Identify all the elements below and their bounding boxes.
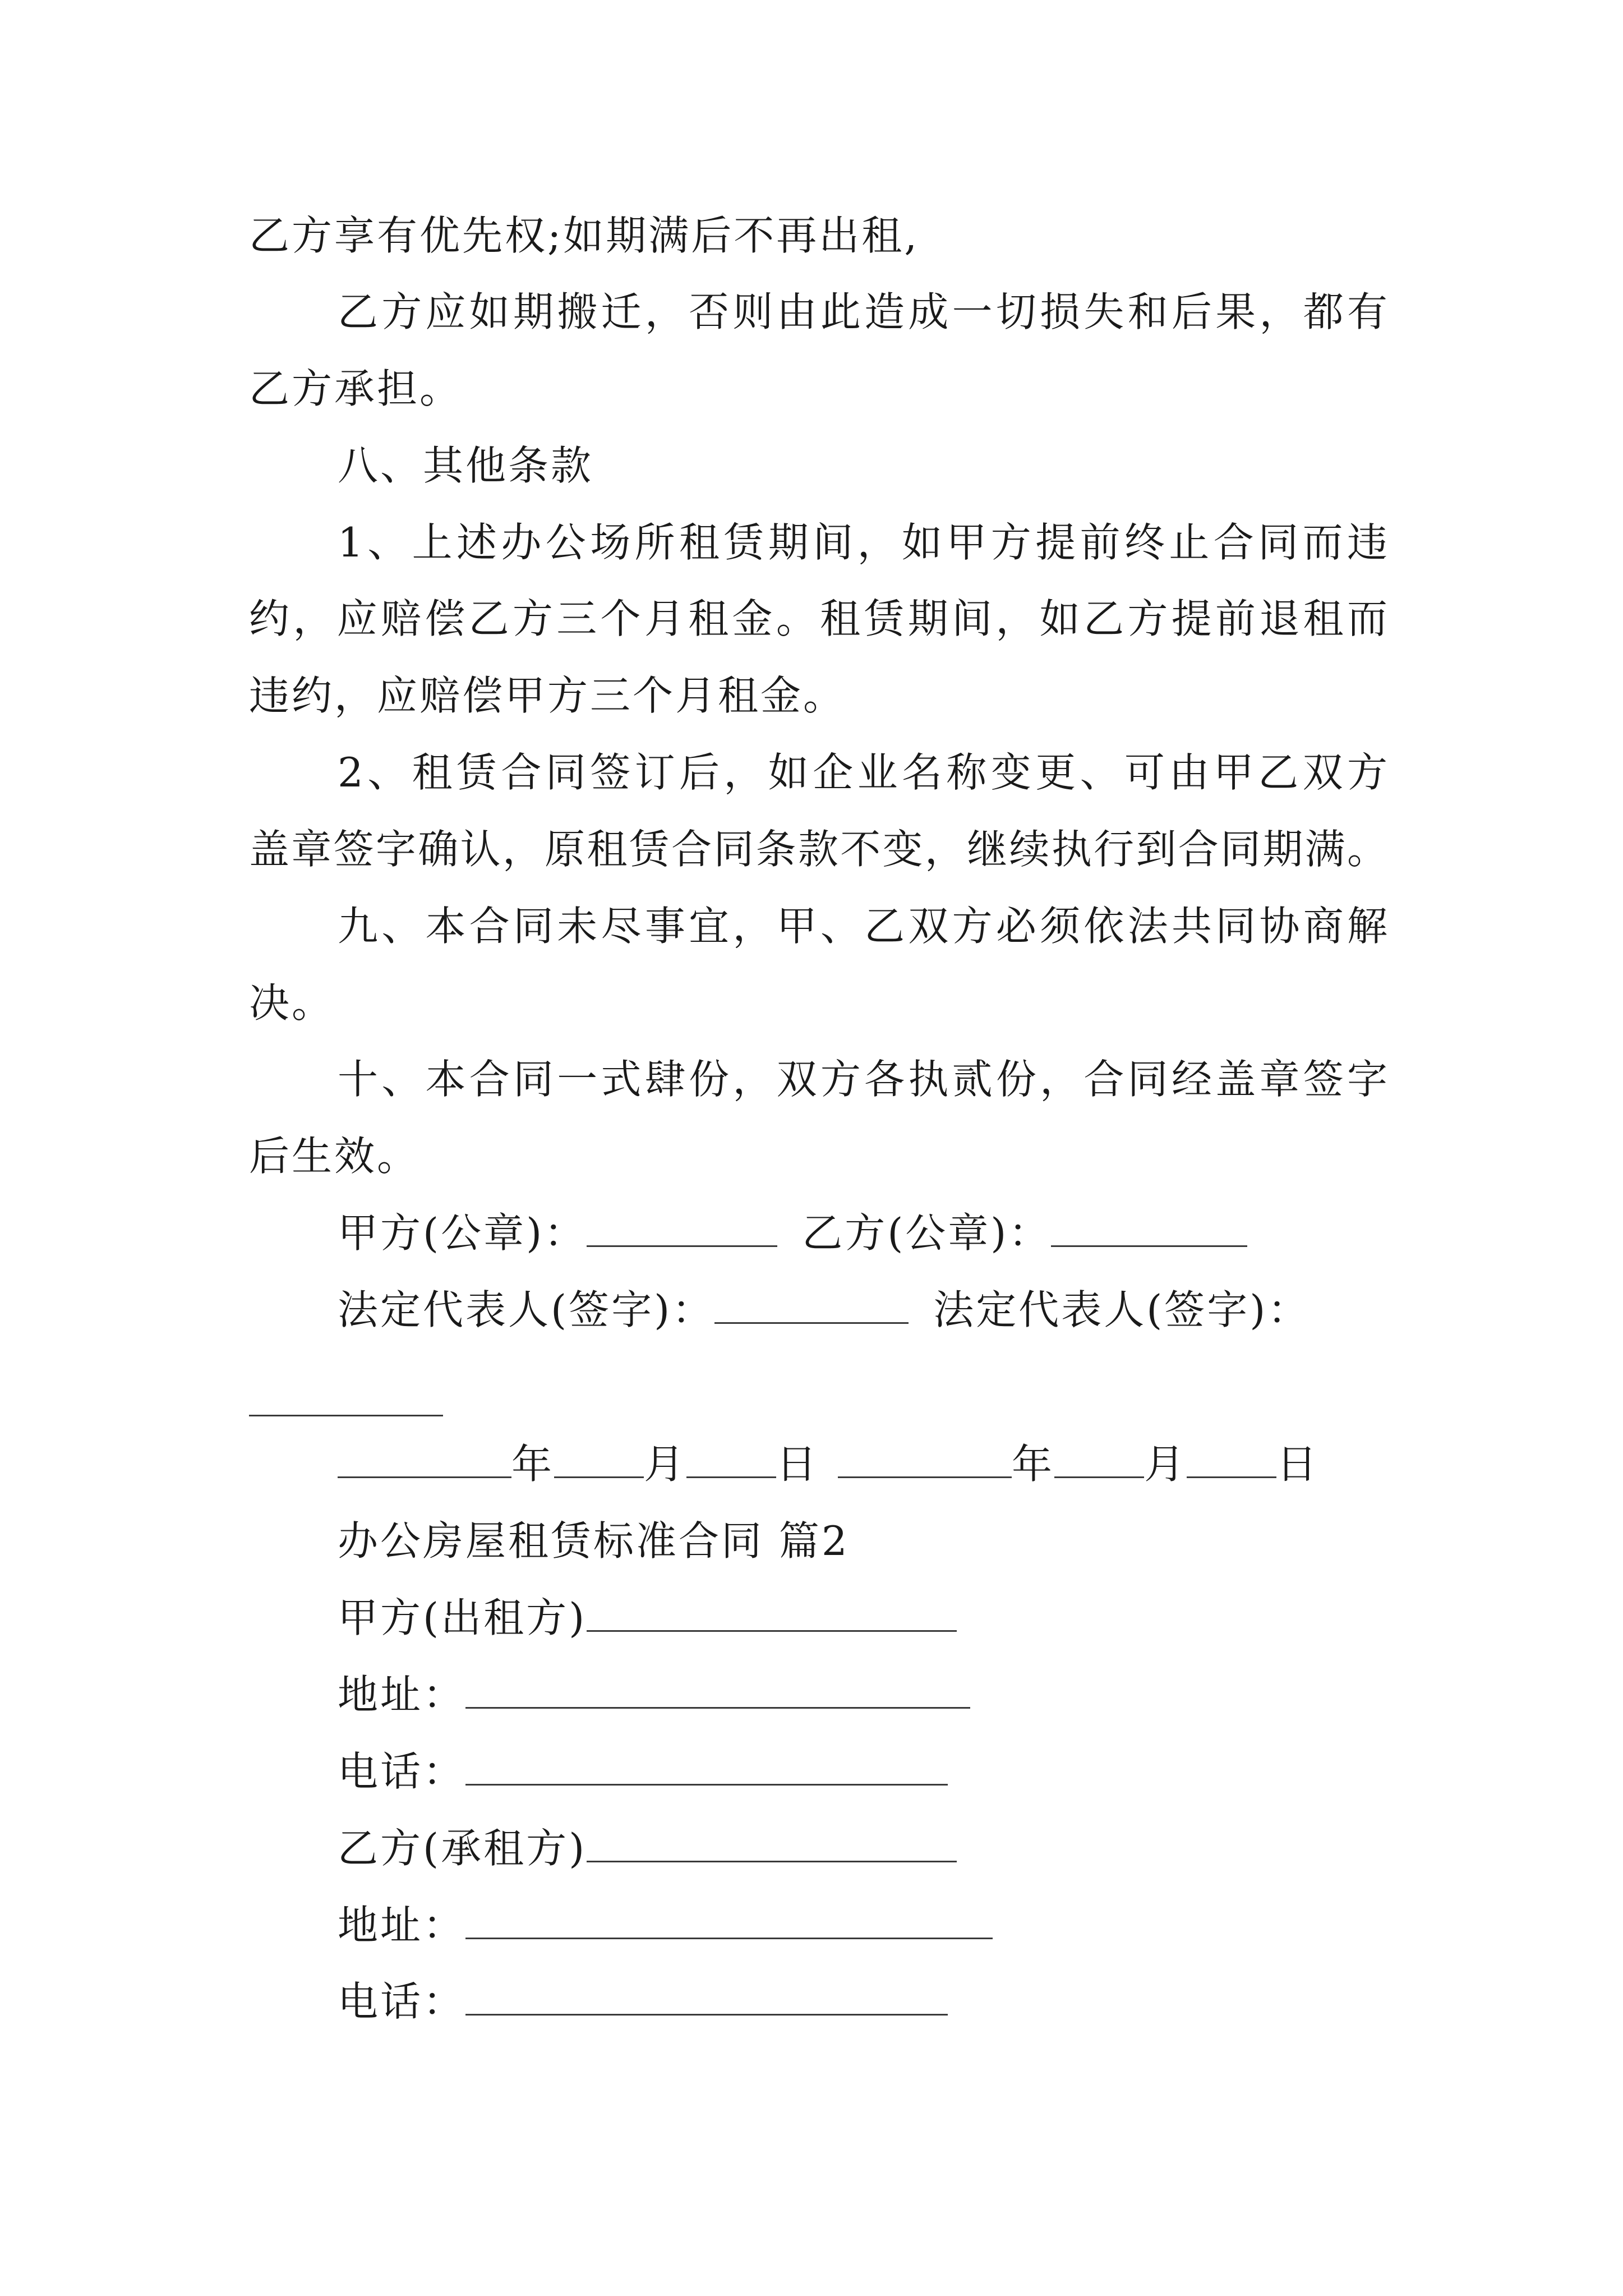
legal-rep-a-label: 法定代表人(签字)： [338,1286,715,1333]
paragraph-line: 乙方享有优先权;如期满后不再出租, [249,212,920,259]
year-b-label: 年 [1012,1441,1055,1488]
legal-rep-a-field[interactable] [714,1289,909,1324]
paragraph-line: 盖章签字确认，原租赁合同条款不变，继续执行到合同期满。 [249,826,1387,873]
paragraph-line: 2、租赁合同签订后，如企业名称变更、可由甲乙双方 [338,749,1387,796]
month-a-label: 月 [644,1441,687,1488]
address-2-field[interactable] [465,1904,993,1939]
party-b-seal-label: 乙方(公章)： [802,1209,1052,1257]
section-heading: 八、其他条款 [338,442,594,489]
year-a-label: 年 [511,1441,555,1488]
date-row [338,1436,1319,1492]
lessor-field[interactable] [587,1596,957,1632]
lessor-label: 甲方(出租方) [338,1594,587,1641]
day-a-label: 日 [776,1441,819,1488]
party-b-seal-field[interactable] [1051,1212,1247,1247]
phone-2-row [338,1973,948,2030]
paragraph-line: 约，应赔偿乙方三个月租金。租赁期间，如乙方提前退租而 [249,595,1387,642]
address-2-label: 地址： [338,1902,466,1949]
seal-row [338,1205,1247,1261]
paragraph-line: 乙方承担。 [249,365,463,412]
phone-2-field[interactable] [465,1980,948,2016]
paragraph-line: 决。 [249,979,335,1027]
year-b-field[interactable] [838,1443,1012,1478]
phone-1-field[interactable] [465,1750,948,1786]
month-b-field[interactable] [1054,1443,1144,1478]
day-a-field[interactable] [686,1443,776,1478]
paragraph-line: 后生效。 [249,1133,420,1180]
year-a-field[interactable] [338,1443,511,1478]
lessee-field[interactable] [587,1827,957,1862]
legal-rep-row [338,1282,1310,1338]
lessee-row [338,1820,957,1876]
address-1-field[interactable] [465,1673,970,1709]
day-b-field[interactable] [1187,1443,1276,1478]
phone-1-row [338,1743,948,1800]
month-a-field[interactable] [554,1443,644,1478]
paragraph-line: 1、上述办公场所租赁期间，如甲方提前终止合同而违 [338,519,1387,566]
paragraph-line: 十、本合同一式肆份，双方各执贰份，合同经盖章签字 [338,1056,1387,1103]
lessor-row [338,1590,957,1646]
address-1-label: 地址： [338,1671,466,1718]
paragraph-line: 九、本合同未尽事宜，甲、乙双方必须依法共同协商解 [338,903,1387,950]
paragraph-line: 违约，应赔偿甲方三个月租金。 [249,672,846,719]
address-2-row [338,1897,993,1953]
phone-2-label: 电话： [338,1978,466,2025]
lessee-label: 乙方(承租方) [338,1825,587,1872]
phone-1-label: 电话： [338,1748,466,1795]
party-a-seal-label: 甲方(公章)： [338,1209,587,1257]
address-1-row [338,1667,970,1723]
legal-rep-b-label: 法定代表人(签字)： [933,1286,1311,1333]
party-a-seal-field[interactable] [587,1212,777,1247]
legal-rep-b-field[interactable] [249,1380,443,1416]
month-b-label: 月 [1144,1441,1187,1488]
section-2-title: 办公房屋租赁标准合同 篇2 [338,1517,850,1565]
paragraph-line: 乙方应如期搬迁，否则由此造成一切损失和后果，都有 [338,288,1387,335]
day-b-label: 日 [1276,1441,1320,1488]
